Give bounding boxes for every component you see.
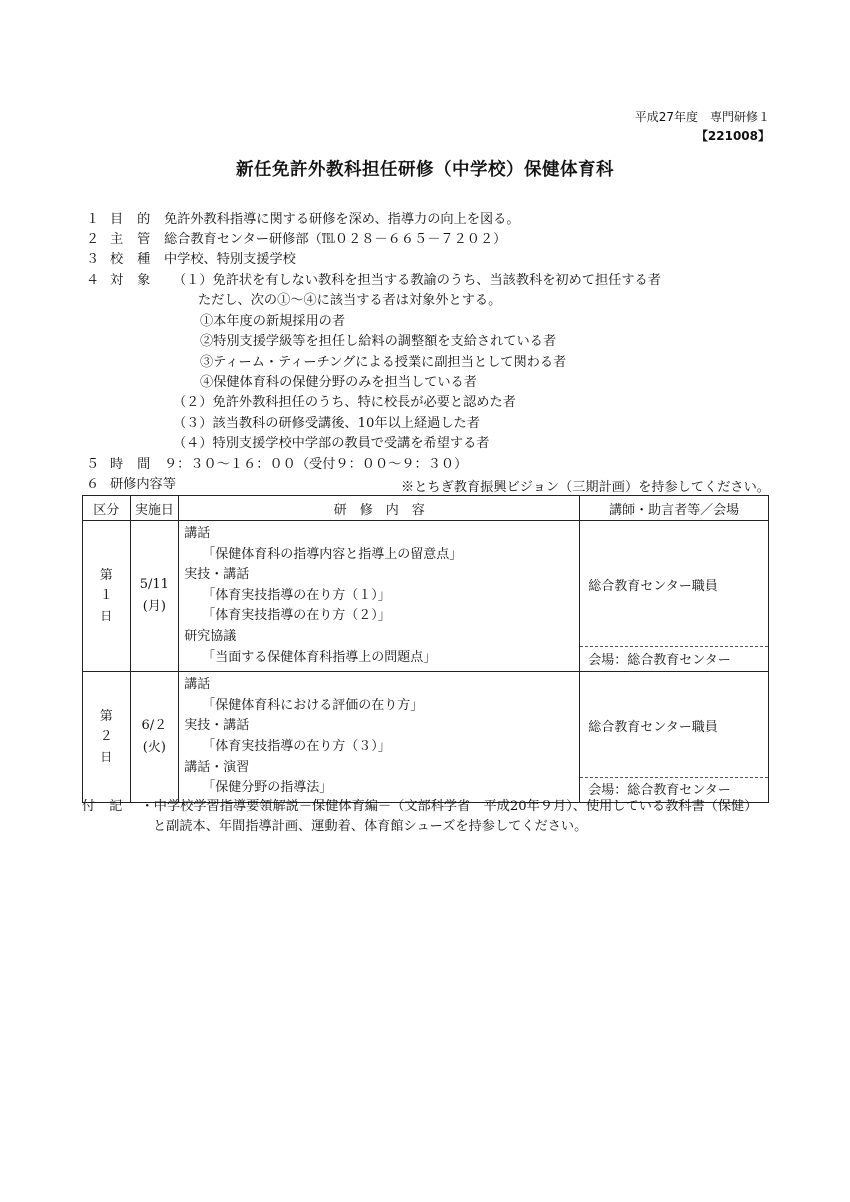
division-char: ２ <box>99 728 113 744</box>
item-number: ６ <box>86 477 100 492</box>
col-header-division: 区分 <box>83 496 131 521</box>
col-header-content: 研 修 内 容 <box>179 496 580 521</box>
content-line: 「保健分野の指導法」 <box>202 780 333 796</box>
target-item: （４）特別支援学校中学部の教員で受講を希望する者 <box>173 436 490 451</box>
weekday-value: (月) <box>142 599 166 615</box>
speaker-name: 総合教育センター職員 <box>588 579 718 595</box>
item-number: ５ <box>86 457 100 472</box>
schedule-table <box>82 495 769 803</box>
speaker-cell <box>580 521 769 672</box>
item-value: 総合教育センター研修部（℡０２８－６６５－７２０２） <box>164 232 507 247</box>
header-course-label: 平成27年度 専門研修１ <box>634 110 770 124</box>
date-cell <box>130 672 179 803</box>
venue-name: 会場：総合教育センター <box>580 777 768 800</box>
item-key: 対象 <box>110 273 165 288</box>
item-key: 主管 <box>110 232 165 247</box>
page-title: 新任免許外教科担任研修（中学校）保健体育科 <box>236 160 614 180</box>
content-line: 「保健体育科における評価の在り方」 <box>202 697 424 713</box>
division-char: 第 <box>99 708 113 724</box>
table-row <box>83 521 769 672</box>
item-content-note: ※とちぎ教育振興ビジョン（三期計画）を持参してください。 <box>401 480 770 495</box>
content-line: 「当面する保健体育科指導上の問題点」 <box>202 649 437 665</box>
date-cell <box>130 521 179 672</box>
col-header-date: 実施日 <box>130 496 179 521</box>
content-cell <box>179 521 580 672</box>
division-cell <box>83 521 131 672</box>
content-line: 講話 <box>184 526 211 541</box>
division-cell <box>83 672 131 803</box>
table-header-row <box>83 496 769 521</box>
col-header-speaker: 講師・助言者等／会場 <box>580 496 769 521</box>
target-proviso: ただし、次の①～④に該当する者は対象外とする。 <box>198 293 502 308</box>
target-item: （３）該当教科の研修受講後、10年以上経過した者 <box>173 416 480 431</box>
item-number: ２ <box>86 232 100 247</box>
division-char: 日 <box>100 749 113 764</box>
item-key: 目的 <box>110 212 165 227</box>
content-line: 「体育実技指導の在り方（３）」 <box>202 738 391 754</box>
date-value: 5/11 <box>139 577 169 593</box>
exclusion-item: ①本年度の新規採用の者 <box>200 314 346 329</box>
content-line: 研究協議 <box>184 628 237 644</box>
exclusion-item: ④保健体育科の保健分野のみを担当している者 <box>200 375 477 390</box>
date-value: 6/２ <box>141 717 168 733</box>
note-text: ・中学校学習指導要領解説－保健体育編－（文部科学省 平成20年９月）、使用している教科書（保健） <box>140 799 758 814</box>
exclusion-item: ②特別支援学級等を担任し給料の調整額を支給されている者 <box>200 334 557 349</box>
item-key: 校種 <box>110 252 165 267</box>
venue-name: 会場：総合教育センター <box>580 646 768 669</box>
item-key: 研修内容等 <box>110 477 176 492</box>
item-value: 中学校、特別支援学校 <box>164 252 296 267</box>
content-line: 講話・演習 <box>184 759 250 775</box>
content-line: 「体育実技指導の在り方（１）」 <box>202 587 391 603</box>
item-key: 時間 <box>110 457 165 472</box>
item-value: （１）免許状を有しない教科を担当する教諭のうち、当該教科を初めて担任する者 <box>173 273 661 288</box>
division-char: 第 <box>99 568 113 584</box>
note-line-1 <box>82 795 757 814</box>
content-line: 実技・講話 <box>184 567 250 583</box>
item-value: 免許外教科指導に関する研修を深め、指導力の向上を図る。 <box>164 212 520 227</box>
content-line: 「体育実技指導の在り方（２）」 <box>202 608 391 624</box>
speaker-cell <box>580 672 769 803</box>
division-char: １ <box>99 588 113 604</box>
table-row <box>83 672 769 803</box>
content-line: 講話 <box>184 677 211 693</box>
note-line-2: と副読本、年間指導計画、運動着、体育館シューズを持参してください。 <box>153 819 588 834</box>
weekday-value: (火) <box>142 739 166 755</box>
content-line: 「保健体育科の指導内容と指導上の留意点」 <box>202 546 463 562</box>
content-cell <box>179 672 580 803</box>
note-label: 付記 <box>82 799 137 814</box>
item-value: ９：３０～１６：００（受付９：００～９：３０） <box>164 457 468 472</box>
item-number: ４ <box>86 273 100 288</box>
exclusion-item: ③ティーム・ティーチングによる授業に副担当として関わる者 <box>200 355 567 370</box>
speaker-name: 総合教育センター職員 <box>588 719 718 735</box>
target-item: （２）免許外教科担任のうち、特に校長が必要と認めた者 <box>173 395 516 410</box>
content-line: 実技・講話 <box>184 718 250 734</box>
item-number: ３ <box>86 252 100 267</box>
header-course-code: 【221008】 <box>695 129 770 143</box>
item-number: １ <box>86 212 100 227</box>
division-char: 日 <box>100 609 113 624</box>
